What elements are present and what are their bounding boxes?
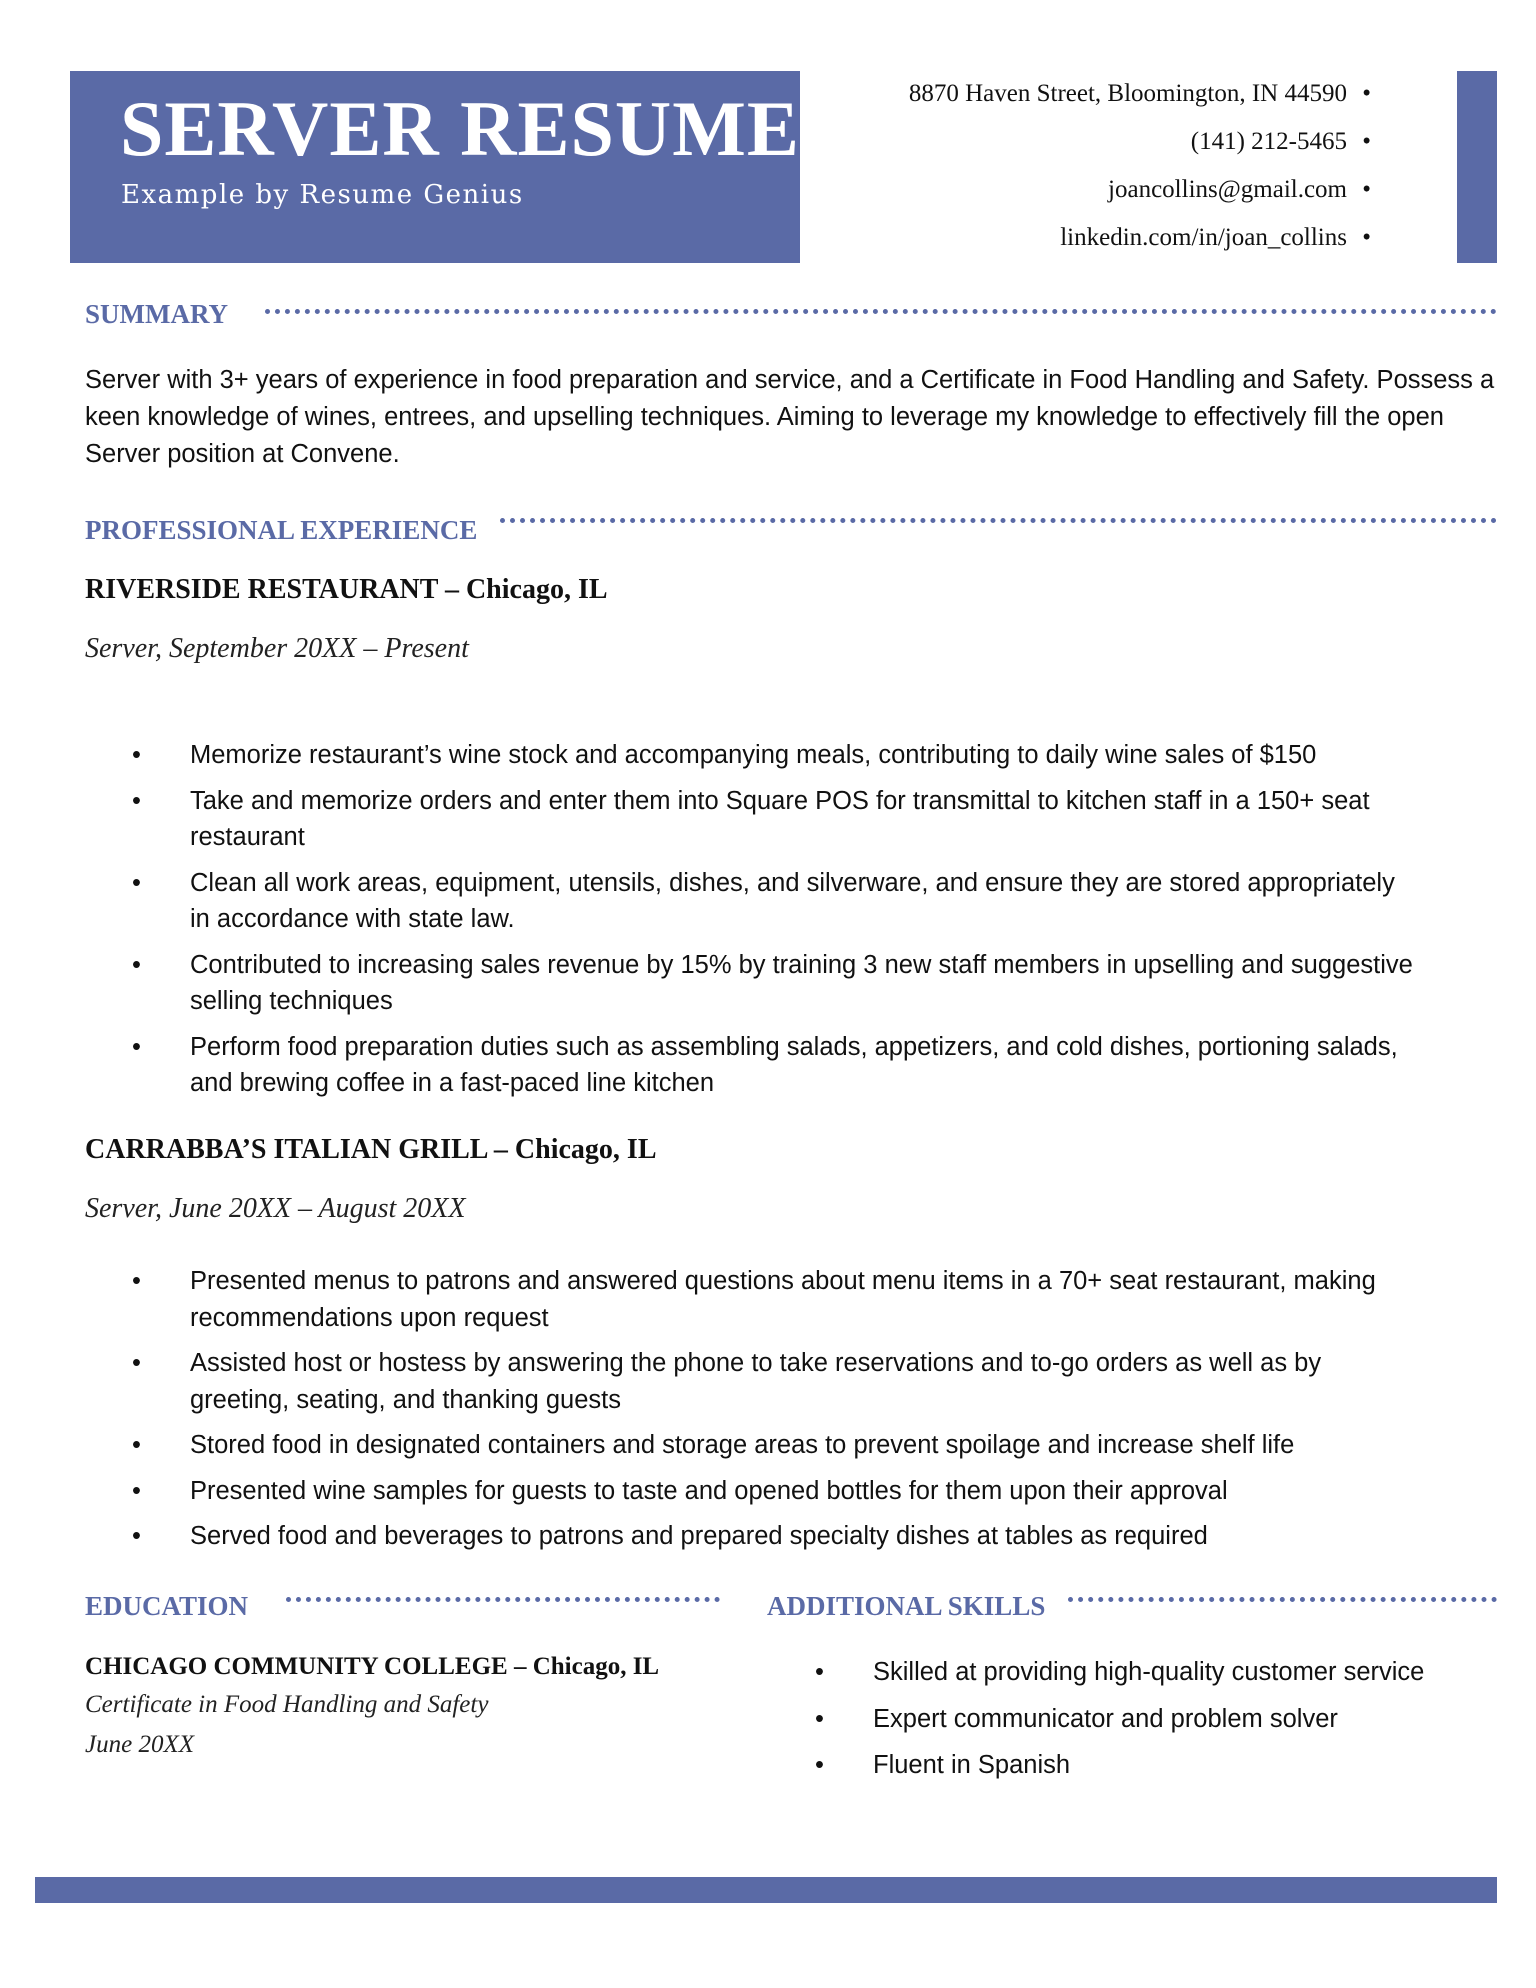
- contact-address: [909, 70, 1371, 118]
- bullet-icon: •: [1362, 80, 1371, 107]
- list-item: [783, 1654, 1503, 1691]
- list-item-text: Take and memorize orders and enter them into Square POS for transmittal to kitchen staff in a 150+ seat restaurant: [190, 786, 1370, 851]
- list-item: [100, 1518, 1420, 1555]
- skills-list: [783, 1654, 1503, 1794]
- list-item-text: Skilled at providing high-quality customer service: [873, 1658, 1425, 1686]
- list-item-text: Presented menus to patrons and answered questions about menu items in a 70+ seat restaurant, making recommendations upon request: [190, 1267, 1376, 1332]
- job-role: Server, September 20XX – Present: [85, 633, 469, 664]
- education-school: CHICAGO COMMUNITY COLLEGE – Chicago, IL: [85, 1653, 660, 1680]
- resume-title: SERVER RESUME: [120, 85, 800, 172]
- footer-bar: [35, 1877, 1497, 1903]
- bullet-icon: •: [1362, 224, 1371, 251]
- bullet-icon: •: [815, 1751, 824, 1779]
- bullet-icon: •: [132, 786, 141, 815]
- bullet-icon: •: [815, 1704, 824, 1733]
- list-item: [100, 1473, 1420, 1510]
- summary-heading: SUMMARY: [85, 299, 229, 329]
- job-role: Server, June 20XX – August 20XX: [85, 1193, 466, 1224]
- education-credential: Certificate in Food Handling and Safety: [85, 1691, 489, 1718]
- list-item: [100, 1263, 1420, 1336]
- contact-linkedin[interactable]: [909, 214, 1371, 262]
- contact-email-link[interactable]: joancollins@gmail.com: [1108, 176, 1347, 203]
- contact-linkedin-link[interactable]: linkedin.com/in/joan_collins: [1060, 224, 1347, 251]
- bullet-icon: •: [132, 1431, 141, 1459]
- job-company: RIVERSIDE RESTAURANT – Chicago, IL: [85, 574, 608, 605]
- bullet-icon: •: [1362, 176, 1371, 203]
- list-item: [100, 737, 1420, 774]
- education-heading: EDUCATION: [85, 1591, 249, 1621]
- list-item-text: Fluent in Spanish: [873, 1751, 1071, 1779]
- contact-address-text: 8870 Haven Street, Bloomington, IN 44590: [908, 80, 1347, 107]
- list-item-text: Perform food preparation duties such as assembling salads, appetizers, and cold dishes, portioning salads, and brewing coffee in a fast-paced line kitchen: [190, 1032, 1398, 1097]
- list-item-text: Stored food in designated containers and storage areas to prevent spoilage and increase shelf life: [190, 1431, 1295, 1459]
- resume-subtitle: Example by Resume Genius: [121, 180, 524, 210]
- job-bullets: [100, 737, 1420, 1111]
- experience-divider: [500, 518, 1497, 523]
- decorative-side-bar: [1457, 71, 1497, 263]
- bullet-icon: •: [132, 950, 141, 979]
- list-item-text: Presented wine samples for guests to taste and opened bottles for them upon their approval: [190, 1476, 1228, 1505]
- bullet-icon: •: [132, 1522, 141, 1550]
- list-item: [100, 783, 1420, 856]
- bullet-icon: •: [815, 1658, 824, 1686]
- contact-phone: [909, 118, 1371, 166]
- list-item: [100, 947, 1420, 1020]
- list-item-text: Served food and beverages to patrons and prepared specialty dishes at tables as required: [190, 1522, 1208, 1550]
- bullet-icon: •: [132, 1267, 141, 1295]
- bullet-icon: •: [1362, 128, 1371, 155]
- list-item: [783, 1701, 1503, 1738]
- list-item-text: Clean all work areas, equipment, utensils, dishes, and silverware, and ensure they are stored appropriately in accordance with state law.: [190, 868, 1395, 933]
- skills-divider: [1068, 1597, 1497, 1602]
- list-item-text: Memorize restaurant’s wine stock and accompanying meals, contributing to daily wine sales of $150: [190, 741, 1317, 769]
- education-date: June 20XX: [85, 1731, 194, 1758]
- bullet-icon: •: [132, 868, 141, 897]
- contact-block: [909, 70, 1371, 262]
- list-item: [783, 1747, 1503, 1784]
- contact-email[interactable]: [909, 166, 1371, 214]
- list-item-text: Expert communicator and problem solver: [873, 1704, 1338, 1733]
- list-item: [100, 1345, 1420, 1418]
- list-item-text: Assisted host or hostess by answering the phone to take reservations and to-go orders as well as by greeting, seating, and thanking guests: [190, 1349, 1322, 1414]
- contact-phone-text: (141) 212-5465: [1190, 128, 1347, 155]
- bullet-icon: •: [132, 1349, 141, 1377]
- job-bullets: [100, 1263, 1420, 1564]
- skills-heading: ADDITIONAL SKILLS: [767, 1591, 1046, 1621]
- summary-divider: [265, 309, 1497, 314]
- list-item-text: Contributed to increasing sales revenue by 15% by training 3 new staff members in upselling and suggestive selling techniques: [190, 950, 1413, 1015]
- list-item: [100, 865, 1420, 938]
- list-item: [100, 1427, 1420, 1464]
- bullet-icon: •: [132, 1476, 141, 1505]
- education-divider: [286, 1597, 720, 1602]
- summary-text: Server with 3+ years of experience in food preparation and service, and a Certificate in Food Handling and Safety. Possess a keen knowledge of wines, entrees, and upselling techniques. Aiming to leverage my knowledge to effectively fill the open Server position at Convene.: [85, 366, 1495, 468]
- bullet-icon: •: [132, 741, 141, 769]
- list-item: [100, 1029, 1420, 1102]
- bullet-icon: •: [132, 1032, 141, 1061]
- experience-heading: PROFESSIONAL EXPERIENCE: [85, 515, 478, 545]
- job-company: CARRABBA’S ITALIAN GRILL – Chicago, IL: [85, 1134, 657, 1165]
